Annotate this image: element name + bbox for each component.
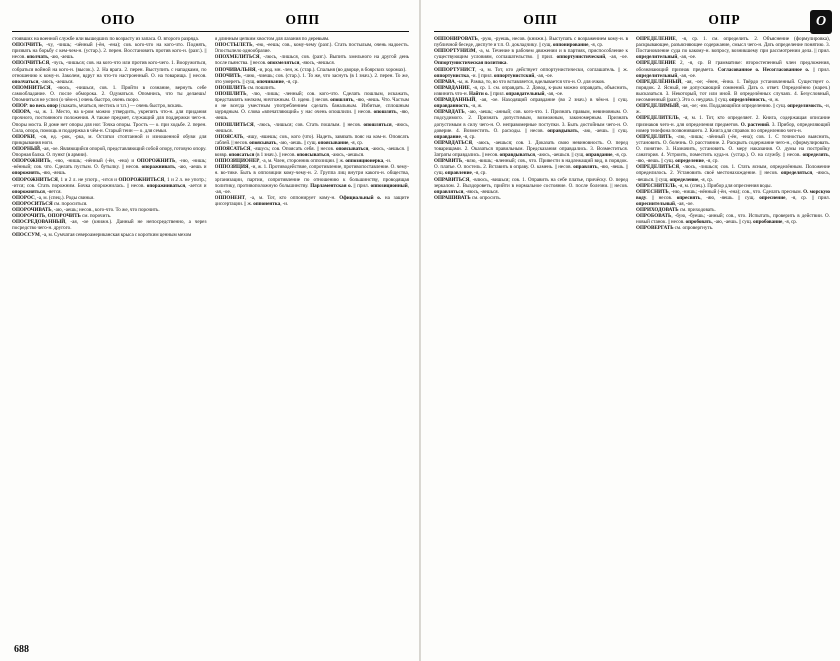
dictionary-entry: ОПОСРЕДОВАННЫЙ, -ая, -ое (книжн.). Данный не непосредственно, а через посредство чего-н. другого. [12, 219, 207, 232]
running-head-left-1: ОПО [100, 12, 136, 27]
dictionary-entry: ОПОЧИТЬ, -чию, -чиешь; сов. (стар.). 1. То же, что заснуть (в 1 знач.). 2. перен. То же, что умереть. || сущ. опочивание, -я, ср. [214, 72, 409, 85]
dictionary-entry: ОПОССУМ, -а, м. Сумчатая североамериканская крыса с коротким ценным мехом [12, 231, 192, 238]
dictionary-entry: ОПРЕДЕЛИТЬСЯ, -люсь, -лишься; сов. 1. Стать ясным, определённым. Положение определилось. 2. Установить своё местонахождение. || несов. определяться, -яюсь, -яешься. || сущ. определение, -я, ср. [636, 164, 830, 183]
dictionary-entry: ОПРЕДЕЛИТЬ, -лю, -лишь; -лённый (-ён, -ена); сов. 1. С точностью выяснить, установить. О. болезнь. О. расстояние. 2. Раскрыть содержание чего-н., сформулировать. О. понятие. 3. Назначить, установить. О. меру наказания. О. думы на постройку санатория. 4. Устроить, поместить куда-н. (устар.). О. на службу. || несов. определять, -яю, -яешь. || сущ. определение, -я, ср. [636, 133, 830, 165]
dictionary-entry: ОПОРОЧИВАТЬ, -аю, -аешь; несов., кого-что. То же, что порочить. [12, 207, 160, 214]
dictionary-entry: ОПРИХОДОВАТЬ см. приходовать. [636, 207, 716, 214]
dictionary-entry: ОПРОБОВАТЬ, -бую, -буешь; -анный; сов., что. Испытать, проверить в действии. О. новый станок. || несов. опробовать, -аю, -аешь. || сущ. опробование, -я, ср. [636, 213, 830, 226]
dictionary-entry: ОПОР: во весь опор (скакать, мчаться, нестись и т.п.) — очень быстро, вскачь. [12, 103, 183, 110]
text-column [215, 36, 410, 628]
dictionary-entry: ОППОНИРОВАТЬ, -рую, -руешь, несов. (книжн.). Выступать с возражением кому-н. в публичной беседе, диспуте и т.п. О. докладчику. || сущ. оппонирование, -я, ср. [434, 36, 628, 49]
dictionary-entry: ОППОЗИЦИОНЕР, -а, м. Член, сторонник оппозиции. || ж. оппозиционерка, -и. [214, 158, 392, 165]
dictionary-entry: ОПОМНИТЬСЯ, -нюсь, -нишься, сов. 1. Прийти в сознание, вернуть себе самообладание. О. после обморока. 2. Одуматься. Опомнись, что ты делаешь! Опомниться не успел (о чём-н.) очень быстро, очень скоро. [12, 84, 207, 104]
dictionary-entry: ОПРАВИТЬСЯ, -влюсь, -вишься; сов. 1. Оправить на себе платье, причёску. О. перед зеркалом. 2. Выздороветь, прийти в нормальное состояние. О. после болезни. || несов. оправляться, -яюсь, -яешься. [434, 176, 628, 195]
dictionary-entry: стоявших на военной службе или вышедших по возрасту из запаса. О. второго разряда. [12, 36, 200, 42]
dictionary-entry: ОПРОВЕРГАТЬ см. опровергнуть. [636, 225, 714, 232]
dictionary-entry: ОПОЧИВАЛЬНЯ, -и, род. мн. -лен, ж. (стар.). Спальня (во дворце, в боярских хоромах). [214, 66, 407, 73]
dictionary-entry: ОПРАВДАНИЕ, -я, ср. 1. см. оправдать. 2. Довод, к-рым можно оправдать, объяснить, извинить что-н. Найти о. || прил. оправдательный, -ая, -ое. [434, 84, 628, 97]
dictionary-entry: ОПОРОСИТЬСЯ см. пороситься. [12, 200, 88, 207]
dictionary-entry: ОПОРНЫЙ, -ая, -ое. Являющийся опорой, представляющий собой опору, готовую опору. Опорная балка. О. пункт (в армии). [12, 145, 207, 159]
text-column [12, 36, 207, 628]
left-header-rule [12, 31, 409, 32]
text-column [434, 36, 628, 628]
right-running-heads [434, 12, 830, 28]
dictionary-entry: ОПРЕДЕЛИТЕЛЬ, -я, м. 1. Тот, кто определяет. 2. Книга, содержащая описание признаков чего-н. для определения предметов. О. растений. 3. Прибор, определяющий номер телефона позвонившего. 2. Книга для справок по определению чего-н. [636, 115, 830, 134]
dictionary-entry: ОПРЕДЕЛЕНИЕ 2, -я, ср. В грамматике: второстепенный член предложения, обозначающий признак предмета. Согласованное о. Несогласованное о. || прил. определительный, -ая, -ое. [636, 60, 830, 79]
dictionary-entry: ОПОШЛИТЬ, -лю, -лишь; -ленный; сов. кого-что. Сделать пошлым, искажать, представлять мелким, ничтожным. О. идею. || несов. опошлять, -яю, -яешь. Что. Частым и не всегда уместным употреблением сделать банальным. Избитые, сплошным заурядным. О. слова «впечатляющий» у нас очень опошлили. || несов. опошлять, -яю, -яешь. [214, 90, 409, 122]
dictionary-entry: ОПОЯСАТЬСЯ, -яшусь; сов. Опоясать себя. || несов. опоясываться, -аюсь, -аешься. || возвр. опоясаться (в 1 знач.). || несов. опоясываться, -аюсь, -аешься. [214, 145, 409, 159]
dictionary-entry: ОПОСТЫЛЕТЬ, -ею, -еешь; сов., кому-чему (разг.). Стать постылым, очень надоесть. Опостылело однообразие. [214, 42, 409, 55]
dictionary-entry: ОПРЕДЕЛИМЫЙ, -ая, -ое; -им. Поддающийся определению. || сущ. определимость, -и, ж. [636, 103, 830, 116]
dictionary-entry: ОПРАВИТЬ, -влю, -вишь; -вленный; сов., что. Привести в надлежащий вид, в порядок. О. платье. О. постель. 2. Вставить в оправу. О. камень. || несов. оправлять, -яю, -яешь. || сущ. оправление, -я, ср. [434, 158, 628, 177]
dictionary-entry: ОПРАВДАТЬ, -аю, -аешь; -анный; сов. кого-что. 1. Признать правым, невиновным. О. подсудимого. 2. Признать допустимым, возможным, закономерным. Признать допустимым в силу чего-н. О. неправомерные поступки. 3. Быть достойным чего-н. О. доверие. 4. Возместить. О. расходы. || несов. оправдывать, -аю, -аешь. || сущ. оправдание, -я, ср. [434, 109, 628, 140]
dictionary-entry: и длинным цепким хвостом для лазания по деревьям. [214, 36, 330, 42]
dictionary-entry: ОПОРОЖНИТЬ, -ню, -нишь; -нённый (-ён, -ена) и ОПОРОЖНИТЬ, -ню, -нишь; -нённый; сов. что. Сделать пустым. О. бутылку. || несов. опоражнивать, -аю, -аешь и опорожнять, -яю, -яешь. [12, 158, 207, 177]
dictionary-entry: ОПОЛЧИТЬ, -чу, -чишь; -чённый (-ён, -ена); сов. кого-что на кого-что. Поднять, призвать на борьбу с кем-чем-н. (устар.). 2. перен. Восстановить против кого-н. (разг.). || несов. ополчать, -аю, -аешь. [12, 42, 207, 61]
running-head-left-2: ОПП [285, 12, 320, 27]
dictionary-entry: ОПРАВДАННЫЙ, -ая, -ое. Находящий оправдание (во 2 знач.) в чём-н. || сущ. оправданность, -и, ж. [434, 97, 628, 110]
dictionary-entry: ОПОРОС, -а, м. (спец.). Роды свиньи. [12, 194, 95, 201]
dictionary-entry: ОПРЕДЕЛЁННЫЙ, -ая, -ое; -ёнен, -ённа. 1. Твёрдо установленный. Существует о. порядок. 2. Ясный, не допускающий сомнений. Дать о. ответ. Определённо (нареч.) высказаться. 3. Некоторый, тот или иной. В определённых случаях. 4. Безусловный, несомненный (разг.). Это о. неудача. || сущ. определённость, -и, ж. [636, 78, 830, 104]
dictionary-entry: ОПРЕСНИТЕЛЬ, -я, м. (спец.). Прибор для опреснения воды. [636, 182, 772, 189]
letter-thumb-tab: О [810, 10, 832, 34]
right-header-rule [434, 31, 830, 32]
dictionary-entry: ОППОЗИЦИЯ, -и, ж. 1. Противодействие, сопротивление, противопоставление. О. чему-н. во-тике. Быть в оппозиции кому-чему-н. 2. Группа лиц внутри какого-н. общества, организации, партии, сопротивление по отношению к большинству, проводящая политику, противоположную большинству. Парламентская о. || прил. оппозиционный, -ая, -ое. [214, 164, 409, 195]
dictionary-entry: ОПОШЛИТЬСЯ, -люсь, -лишься; сов. Стать пошлым. || несов. опошляться, -яюсь, -яешься. [214, 121, 409, 134]
dictionary-entry: ОПРАШИВАТЬ см. опросить. [434, 194, 501, 201]
dictionary-entry: ОПРЕСНИТЬ, -ню, -нишь; -нённый (-ён, -ена); сов., что. Сделать пресным. О. морскую воду. || несов. опреснять, -яю, -яешь. || сущ. опреснение, -я, ср. || прил. опреснительный, -ая, -ое. [636, 188, 830, 207]
left-running-heads [12, 12, 409, 28]
dictionary-entry: ОПОЯСАТЬ, -яшу, -яшешь; сов., кого (что). Надеть, завязать пояс на ком-н. Опоясать саблей. || несов. опоясывать, -аю, -аешь. || сущ. опоясывание, -я, ср. [214, 133, 409, 146]
dictionary-entry: ОПОЛЧИТЬСЯ, -чусь, -чишься; сов. на кого-что или против кого-чего. 1. Вооружиться, собраться войной на кого-н. (высок.). 2. На врага. 2. перен. Выступить с нападками, по отношению к кому-н. Заколем, вдруг на что-то настроенный. О. на товарища. || несов. ополчаться, -аюсь, -аешься. [12, 60, 207, 85]
dictionary-entry: ОППОРТУНИЗМ, -а, м. Течение в рабочем движении и в партиях, приспособление к существующим условиям, соглашательство. || прил. оппортунистический, -ая, -ое. Оппортунистическая политика. [434, 48, 628, 67]
left-columns [12, 36, 409, 628]
dictionary-entry: ОПОШЛИТЬ см. пошлить. [214, 84, 276, 91]
dictionary-entry: ОПРЕДЕЛЕНИЕ, -я, ср. 1. см. определить. 2. Объяснение (формулировка), раскрывающее, разъясняющее содержание, смысл чего-н. Дать определение понятию. 3. Постановление суда по какому-н. вопросу, возникшему при рассмотрении дела. || прил. определительный, -ая, -ое. [636, 36, 830, 61]
dictionary-entry: ОППОНЕНТ, -а, м. Тот, кто оппонирует кому-н. Официальный о. на защите диссертации. || ж. оппонентка, -и. [214, 194, 409, 207]
text-column [636, 36, 830, 628]
dictionary-entry: ОПОХМЕЛИТЬСЯ, -люсь, -лишься, сов. (разг.). Выпить хмельного на другой день после пьянства. || несов. опохмеляться, -яюсь, -яешься. [214, 54, 409, 67]
dictionary-entry: ОПОРКИ, -ов, ед. -рок, -рка, м. Остатки стоптанной и изношенной обуви для прикрывания ноги. [12, 133, 207, 146]
running-head-right-1: ОПП [523, 12, 558, 27]
running-head-right-2: ОПР [708, 12, 741, 27]
right-columns [434, 36, 830, 628]
right-page [420, 0, 840, 661]
folio-left: 688 [14, 644, 29, 655]
dictionary-entry: ОПРАВА, -ы, ж. Рамка, то, во что вставляется, вделывается что-н. О. для очков. [434, 78, 606, 85]
dictionary-entry: ОПРАВДАТЬСЯ, -аюсь, -аешься; сов. 1. Доказать свою невиновность. О. перед товарищами. 2. Оказаться правильным. Предсказания оправдались. 3. Возместиться. Затраты оправдались. || несов. оправдываться, -аюсь, -аешься. || сущ. оправдание, -я, ср. [434, 139, 628, 159]
dictionary-entry: ОПОРА, -ы, ж. 1. Место, на к-ром можно утвердить, укрепить что-н. для придания прочного, постоянного положения. А также предмет, служащий для поддержки чего-н. Опоры моста. В доме нет опоры для ног. Точка опоры. Трость — о. при ходьбе. 2. перен. Сила, опора, помощь и поддержка в чём-н. Старый теин — о. для семьи. [12, 109, 207, 134]
dictionary-entry: ОПОРОЧИТЬ, ОПОРОЧИТЬ см. порочить. [12, 213, 112, 220]
dictionary-entry: ОПОРОЖНИТЬСЯ, 1 и 2 л. не употр., -ится и ОПОРОЖНИТЬСЯ, 1 и 2 л. не употр.; -ится; сов. Стать порожним. Бочка опорожнилась. || несов. опоражниваться, -ается и опорожняться, -яется. [12, 176, 207, 195]
dictionary-entry: ОППОРТУНИСТ, -а, м. Тот, кто действует оппортунистически, соглашатель. || ж. оппортунистка, -и. || прил. оппортунистский, -ая, -ое. [434, 66, 628, 79]
